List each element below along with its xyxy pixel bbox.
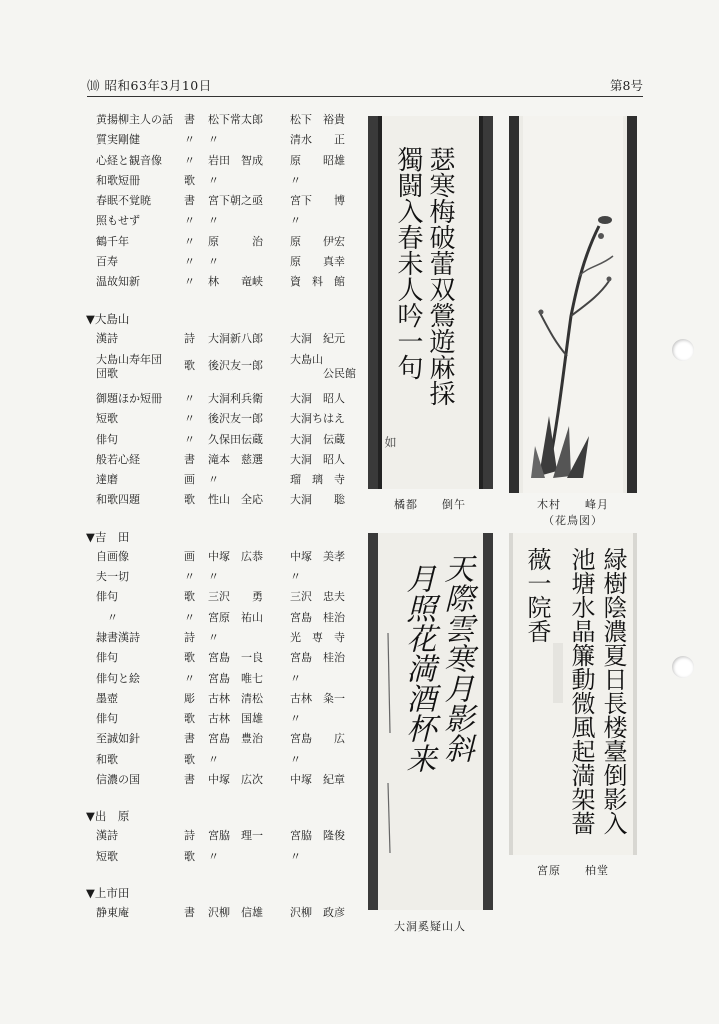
item-owner: 原 伊宏 xyxy=(290,234,345,248)
section-heading: ▼上市田 xyxy=(86,885,130,900)
item-owner: 瑠 璃 寺 xyxy=(290,473,345,487)
item-artist: 中塚 広恭 xyxy=(208,549,263,563)
item-type: 画 xyxy=(184,549,195,563)
listing-section xyxy=(86,884,358,923)
item-type: 〃 xyxy=(184,570,195,584)
svg-text:池塘水晶簾動微風起満架薔: 池塘水晶簾動微風起満架薔 xyxy=(567,547,595,835)
item-artist: 大洞新八郎 xyxy=(208,331,263,345)
item-artist: 沢柳 信雄 xyxy=(208,905,263,919)
item-owner: 三沢 忠夫 xyxy=(290,590,345,604)
item-title: 春眠不覚暁 xyxy=(96,194,151,208)
caption-top-right-line1: 木村 峰月 xyxy=(537,498,609,511)
item-type: 画 xyxy=(184,473,195,487)
item-owner: 宮島 広 xyxy=(290,732,345,746)
item-title: 〃 xyxy=(96,610,118,624)
item-title: 和歌四題 xyxy=(96,493,140,507)
list-item xyxy=(86,450,358,470)
svg-text:薇一院香: 薇一院香 xyxy=(523,547,551,643)
item-owner: 〃 xyxy=(290,712,301,726)
listing-section xyxy=(86,110,358,293)
item-owner: 〃 xyxy=(290,671,301,685)
photo-scroll-calligraphy-1 xyxy=(368,116,493,489)
item-title: 達磨 xyxy=(96,473,118,487)
item-title: 俳句 xyxy=(96,712,118,726)
list-item xyxy=(86,669,358,689)
list-item xyxy=(86,211,358,231)
item-artist: 〃 xyxy=(208,255,219,269)
item-title: 百寿 xyxy=(96,255,118,269)
item-type: 〃 xyxy=(184,391,195,405)
item-type: 〃 xyxy=(184,610,195,624)
item-owner: 大洞ちはえ xyxy=(290,412,345,426)
section-gap xyxy=(86,867,358,884)
item-type: 書 xyxy=(184,905,195,919)
item-title: 俳句と絵 xyxy=(96,671,140,685)
section-heading: ▼大島山 xyxy=(86,311,130,326)
item-owner: 清水 正 xyxy=(290,133,345,147)
item-owner: 大洞 昭人 xyxy=(290,452,345,466)
item-type: 書 xyxy=(184,113,195,126)
item-artist: 〃 xyxy=(208,570,219,584)
item-title: 信濃の国 xyxy=(96,773,140,787)
exhibit-listing xyxy=(86,110,358,923)
list-item xyxy=(86,232,358,252)
item-owner: 中塚 紀章 xyxy=(290,773,345,787)
list-item xyxy=(86,547,358,567)
header-date xyxy=(87,76,212,94)
item-title: 俳句 xyxy=(96,590,118,604)
item-title: 自画像 xyxy=(96,549,129,563)
item-artist: 〃 xyxy=(208,133,219,147)
svg-text:獨闘入春未人吟一句: 獨闘入春未人吟一句 xyxy=(393,146,423,380)
list-item xyxy=(86,110,358,130)
item-artist: 後沢友一郎 xyxy=(208,412,263,426)
item-title: 温故知新 xyxy=(96,275,140,289)
item-type: 歌 xyxy=(184,849,195,863)
item-owner: 中塚 美孝 xyxy=(290,549,345,563)
item-artist: 林 竜峡 xyxy=(208,275,263,289)
item-artist: 〃 xyxy=(208,752,219,766)
item-artist: 久保田伝蔵 xyxy=(208,432,263,446)
list-item xyxy=(86,389,358,409)
item-artist: 滝本 慈選 xyxy=(208,452,263,466)
list-item xyxy=(86,349,358,389)
item-type: 彫 xyxy=(184,691,195,705)
photo-scroll-calligraphy-2 xyxy=(368,533,493,910)
list-item xyxy=(86,770,358,790)
item-title: 静東庵 xyxy=(96,905,129,919)
svg-text:如: 如 xyxy=(383,436,397,448)
item-title: 至誠如針 xyxy=(96,732,140,746)
item-owner: 大洞 聡 xyxy=(290,493,345,507)
item-type: 詩 xyxy=(184,630,195,644)
list-item xyxy=(86,151,358,171)
item-artist: 宮島 唯七 xyxy=(208,671,263,685)
item-artist: 古林 清松 xyxy=(208,691,263,705)
item-artist: 〃 xyxy=(208,630,219,644)
item-artist: 宮原 祐山 xyxy=(208,610,263,624)
caption-top-right-line2: （花鳥図） xyxy=(543,514,603,527)
list-item xyxy=(86,587,358,607)
list-item xyxy=(86,826,358,846)
calligraphy-scroll-image xyxy=(368,116,493,489)
item-owner: 大洞 昭人 xyxy=(290,391,345,405)
item-type: 歌 xyxy=(184,651,195,665)
item-artist: 宮脇 理一 xyxy=(208,829,263,843)
item-owner: 大洞 紀元 xyxy=(290,331,345,345)
item-artist: 三沢 勇 xyxy=(208,590,263,604)
item-type: 書 xyxy=(184,194,195,208)
item-type: 歌 xyxy=(184,358,195,372)
item-type: 歌 xyxy=(184,493,195,507)
item-owner: 大洞 伝蔵 xyxy=(290,432,345,446)
item-title: 心経と観音像 xyxy=(96,153,162,167)
item-type: 〃 xyxy=(184,432,195,446)
section-heading: ▼吉 田 xyxy=(86,529,130,544)
item-artist: 原 治 xyxy=(208,234,263,248)
item-type: 〃 xyxy=(184,153,195,167)
item-owner: 宮島 桂治 xyxy=(290,651,345,665)
item-title: 漢詩 xyxy=(96,829,118,843)
list-item xyxy=(86,130,358,150)
item-type: 歌 xyxy=(184,590,195,604)
item-title: 和歌短冊 xyxy=(96,173,140,187)
item-type: 歌 xyxy=(184,173,195,187)
item-title: 鶴千年 xyxy=(96,234,129,248)
item-owner: 宮脇 隆俊 xyxy=(290,829,345,843)
item-owner: 松下 裕貴 xyxy=(290,113,345,126)
item-owner: 大島山 公民館 xyxy=(290,352,356,380)
caption-bottom-left: 大洞奚疑山人 xyxy=(394,920,466,933)
item-title: 短歌 xyxy=(96,849,118,863)
item-title: 俳句 xyxy=(96,651,118,665)
section-gap xyxy=(86,511,358,528)
item-artist: 〃 xyxy=(208,849,219,863)
caption-top-left: 橘都 倒午 xyxy=(394,498,466,511)
item-title: 般若心経 xyxy=(96,452,140,466)
item-artist: 大洞利兵衛 xyxy=(208,391,263,405)
list-item xyxy=(86,648,358,668)
list-item xyxy=(86,490,358,510)
item-owner: 資 料 館 xyxy=(290,275,345,289)
caption-bottom-right: 宮原 柏堂 xyxy=(537,864,609,877)
item-owner: 〃 xyxy=(290,752,301,766)
item-type: 〃 xyxy=(184,275,195,289)
item-owner: 〃 xyxy=(290,214,301,228)
item-type: 書 xyxy=(184,452,195,466)
bird-flower-painting-image xyxy=(509,116,637,493)
item-artist: 後沢友一郎 xyxy=(208,358,263,372)
item-owner: 原 真幸 xyxy=(290,255,345,269)
item-artist: 宮下朝之亟 xyxy=(208,194,263,208)
item-type: 歌 xyxy=(184,752,195,766)
photo-bird-flower-painting xyxy=(509,116,637,493)
item-artist: 〃 xyxy=(208,214,219,228)
item-artist: 古林 国雄 xyxy=(208,712,263,726)
list-item xyxy=(86,567,358,587)
list-item xyxy=(86,709,358,729)
item-title: 短歌 xyxy=(96,412,118,426)
svg-text:天際雲寒月影斜: 天際雲寒月影斜 xyxy=(438,553,474,763)
item-artist: 〃 xyxy=(208,473,219,487)
page-marker: ⑽ xyxy=(87,78,101,93)
svg-text:緑樹陰濃夏日長楼臺倒影入: 緑樹陰濃夏日長楼臺倒影入 xyxy=(599,547,627,835)
item-artist: 性山 全応 xyxy=(208,493,263,507)
page-header xyxy=(87,76,643,96)
item-artist: 中塚 広次 xyxy=(208,773,263,787)
item-title: 大島山寿年団 団歌 xyxy=(96,352,162,380)
binder-hole-top xyxy=(672,339,694,361)
item-type: 書 xyxy=(184,773,195,787)
item-title: 黄揚柳主人の話 xyxy=(96,113,173,126)
list-item xyxy=(86,409,358,429)
photo-scroll-calligraphy-3 xyxy=(509,533,637,855)
item-owner: 宮下 博 xyxy=(290,194,345,208)
section-gap xyxy=(86,790,358,807)
item-title: 漢詩 xyxy=(96,331,118,345)
listing-section xyxy=(86,807,358,867)
item-type: 歌 xyxy=(184,712,195,726)
item-owner: 沢柳 政彦 xyxy=(290,905,345,919)
section-gap xyxy=(86,293,358,310)
list-item xyxy=(86,847,358,867)
item-title: 御題ほか短冊 xyxy=(96,391,162,405)
item-owner: 〃 xyxy=(290,570,301,584)
list-item xyxy=(86,171,358,191)
item-owner: 光 専 寺 xyxy=(290,630,345,644)
list-item xyxy=(86,903,358,923)
item-title: 質実剛健 xyxy=(96,133,140,147)
item-owner: 原 昭雄 xyxy=(290,153,345,167)
list-item xyxy=(86,252,358,272)
item-type: 〃 xyxy=(184,234,195,248)
list-item xyxy=(86,430,358,450)
item-artist: 〃 xyxy=(208,173,219,187)
item-type: 〃 xyxy=(184,214,195,228)
svg-text:月照花満酒杯来: 月照花満酒杯来 xyxy=(400,563,436,773)
publication-date: 昭和63年3月10日 xyxy=(104,78,212,93)
item-artist: 岩田 智成 xyxy=(208,153,263,167)
list-item xyxy=(86,329,358,349)
item-artist: 宮島 一良 xyxy=(208,651,263,665)
binder-hole-bottom xyxy=(672,656,694,678)
list-item xyxy=(86,608,358,628)
item-type: 詩 xyxy=(184,829,195,843)
list-item xyxy=(86,750,358,770)
item-owner: 古林 粂一 xyxy=(290,691,345,705)
listing-section xyxy=(86,528,358,791)
item-type: 書 xyxy=(184,732,195,746)
item-type: 〃 xyxy=(184,671,195,685)
item-owner: 〃 xyxy=(290,173,301,187)
item-title: 隷書漢詩 xyxy=(96,630,140,644)
list-item xyxy=(86,729,358,749)
svg-text:瑟寒梅破蕾双鶯遊麻採: 瑟寒梅破蕾双鶯遊麻採 xyxy=(425,146,455,406)
item-type: 〃 xyxy=(184,255,195,269)
list-item xyxy=(86,191,358,211)
issue-number: 第8号 xyxy=(610,78,643,93)
item-artist: 宮島 豊治 xyxy=(208,732,263,746)
block-calligraphy-image xyxy=(509,533,637,855)
item-type: 詩 xyxy=(184,331,195,345)
listing-section xyxy=(86,310,358,511)
item-artist: 松下常太郎 xyxy=(208,113,263,126)
item-title: 俳句 xyxy=(96,432,118,446)
list-item xyxy=(86,272,358,292)
item-title: 夫一切 xyxy=(96,570,129,584)
cursive-calligraphy-image xyxy=(368,533,493,910)
header-rule xyxy=(87,96,643,97)
list-item xyxy=(86,628,358,648)
item-title: 和歌 xyxy=(96,752,118,766)
item-title: 墨壺 xyxy=(96,691,118,705)
item-type: 〃 xyxy=(184,133,195,147)
section-heading: ▼出 原 xyxy=(86,809,130,824)
list-item xyxy=(86,689,358,709)
item-title: 照もせず xyxy=(96,214,140,228)
item-type: 〃 xyxy=(184,412,195,426)
item-owner: 宮島 桂治 xyxy=(290,610,345,624)
list-item xyxy=(86,470,358,490)
item-owner: 〃 xyxy=(290,849,301,863)
